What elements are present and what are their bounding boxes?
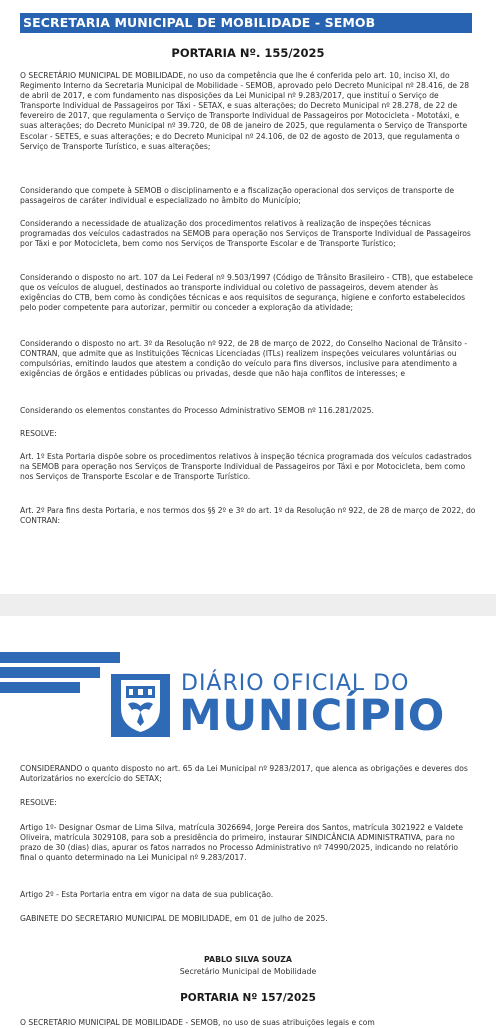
considerando-setax: CONSIDERANDO o quanto disposto no art. 65 da Lei Municipal nº 9283/2017, que alenca as obrigações e deveres dos Autorizatários no exercício do SETAX; [20,764,468,784]
considerando-paragraph-3: Considerando o disposto no art. 107 da Lei Federal nº 9.503/1997 (Código de Trânsito Brasileiro - CTB), que estabelece que os veículos de aluguel, destinados ao transporte individual ou coletivo de passageiros, devem atender às exigências do CTB, bem como às condições técnicas e aos requisitos de segurança, higiene e conforto estabelecidos pelo poder competente para autorizar, permitir ou conceder a exploração da atividade; [20,273,473,313]
considerando-paragraph-1: Considerando que compete à SEMOB o disciplinamento e a fiscalização operacional dos serviços de transporte de passageiros de caráter individual e especializado no âmbito do Município; [20,186,455,206]
banner-title-line1: DIÁRIO OFICIAL DO [181,671,410,696]
banner-stripe-top [0,652,120,663]
artigo-2: Artigo 2º - Esta Portaria entra em vigor na data de sua publicação. [20,890,274,899]
artigo-1: Artigo 1º- Designar Osmar de Lima Silva, matrícula 3026694, Jorge Pereira dos Santos, matrícula 3021922 e Valdete Oliveira, matrícula 3029108, para sob a presidência do primeiro, instaurar SINDICÂNCIA ADMINISTRATIVA, para no prazo de 30 (dias) dias, apurar os fatos narrados no Processo Administrativo nº 74990/2025, indicando no relatório final o quanto determinado na Lei Municipal nº 9.283/2017. [20,823,464,863]
banner-title-line2: MUNICÍPIO [179,691,445,741]
section-header-bar: SECRETARIA MUNICIPAL DE MOBILIDADE - SEMOB [20,13,472,33]
cut-off-paragraph: O SECRETÁRIO MUNICIPAL DE MOBILIDADE - SEMOB, no uso de suas atribuições legais e com [20,1018,375,1027]
city-crest-icon [111,674,170,737]
banner-stripe-bottom [0,682,80,693]
considerando-paragraph-4: Considerando o disposto no art. 3º da Resolução nº 922, de 28 de março de 2022, do Conselho Nacional de Trânsito - CONTRAN, que admite que as Instituições Técnicas Licenciadas (ITLs) realizem inspeções veiculares voluntárias ou compulsórias, emitindo laudos que atestem a condição do veículo para fins diversos, inclusive para atendimento a exigências de órgãos e entidades públicas ou privadas, desde que não haja conflitos de interesses; e [20,339,468,379]
banner-stripe-middle [0,667,100,678]
signature-name: PABLO SILVA SOUZA [204,955,292,964]
portaria-157-title: PORTARIA Nº 157/2025 [180,992,316,1004]
signature-role: Secretário Municipal de Mobilidade [179,967,317,976]
resolve-label: RESOLVE: [20,429,57,438]
article-2: Art. 2º Para fins desta Portaria, e nos termos dos §§ 2º e 3º do art. 1º da Resolução nº 922, de 28 de março de 2022, do CONTRAN: [20,506,476,526]
considerando-paragraph-5: Considerando os elementos constantes do Processo Administrativo SEMOB nº 116.281/2025. [20,406,374,415]
portaria-155-title: PORTARIA Nº. 155/2025 [171,46,325,60]
gabinete-line: GABINETE DO SECRETARIO MUNICIPAL DE MOBILIDADE, em 01 de julho de 2025. [20,914,328,923]
preamble-paragraph: O SECRETÁRIO MUNICIPAL DE MOBILIDADE, no uso da competência que lhe é conferida pelo art. 10, inciso XI, do Regimento Interno da Secretaria Municipal de Mobilidade - SEMOB, aprovado pelo Decreto Municipal nº 28.416, de 28 de abril de 2017, e com fundamento nas disposições da Lei Municipal nº 9.283/2017, que instituí o Serviço de Transporte Individual de Passageiros por Táxi - SETAX, e suas alterações; do Decreto Municipal nº 28.278, de 22 de fevereiro de 2017, que regulamenta o Serviço de Transporte Individual de Passageiros por Motocicleta - Mototáxi, e suas alterações; do Decreto Municipal nº 39.720, de 08 de janeiro de 2025, que regulamenta o Serviço de Transporte Escolar - SETES, e suas alterações; e do Decreto Municipal nº 24.106, de 02 de agosto de 2013, que regulamenta o Serviço de Transporte Turístico, e suas alterações; [20,71,470,151]
resolve-label-2: RESOLVE: [20,798,57,807]
considerando-paragraph-2: Considerando a necessidade de atualização dos procedimentos relativos à realização de inspeções técnicas programadas dos veículos cadastrados na SEMOB para operação nos Serviços de Transporte Individual de Passageiros por Táxi e por Motocicleta, bem como nos Serviços de Transporte Escolar e de Transporte Turístico; [20,219,471,249]
article-1: Art. 1º Esta Portaria dispõe sobre os procedimentos relativos à inspeção técnica programada dos veículos cadastrados na SEMOB para operação nos Serviços de Transporte Individual de Passageiros por Táxi e por Motocicleta, bem como nos Serviços de Transporte Escolar e de Transporte Turístico. [20,452,472,482]
page-separator [0,594,496,616]
